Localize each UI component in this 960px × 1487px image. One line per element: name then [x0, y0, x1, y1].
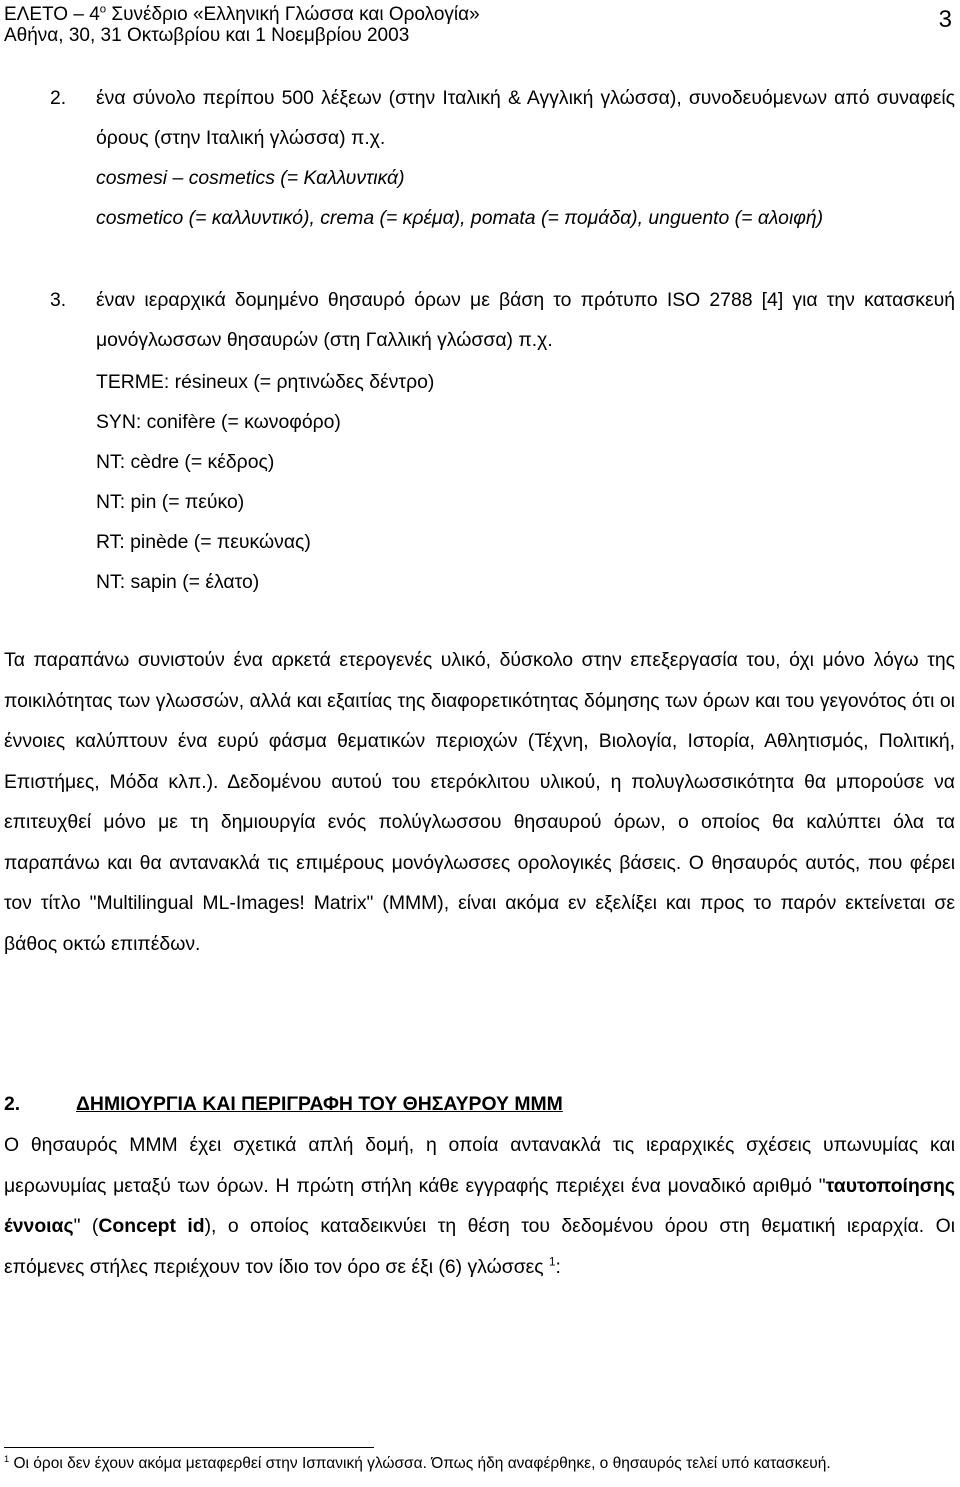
- section-title: ΔΗΜΙΟΥΡΓΙΑ ΚΑΙ ΠΕΡΙΓΡΑΦΗ ΤΟΥ ΘΗΣΑΥΡΟΥ ΜΜΜ: [76, 1093, 563, 1115]
- example-line-cosmetico: [96, 198, 955, 238]
- section-heading: [4, 1087, 563, 1121]
- thesaurus-example-rt: RT: pinède (= πευκώνας): [96, 531, 311, 553]
- thesaurus-example-term: TERME: résineux (= ρητινώδες δέντρο): [96, 371, 435, 393]
- example-translation: (= κρέμα),: [374, 207, 471, 229]
- example-translation: (= Καλλυντικά): [274, 167, 405, 189]
- paragraph-text: :: [555, 1255, 561, 1278]
- paragraph-text: Ο θησαυρός ΜΜΜ έχει σχετικά απλή δομή, η οποία αντανακλά τις ιεραρχικές σχέσεις υπωνυμίας και μερωνυμίας μεταξύ των όρων. Η πρώτη στήλη κάθε εγγραφής περιέχει ένα μοναδικό αριθμό ": [4, 1134, 955, 1197]
- header-conference-prefix: ΕΛΕΤΟ – 4: [4, 4, 100, 25]
- example-term: crema: [320, 207, 375, 229]
- header-ordinal: ο: [99, 3, 107, 16]
- running-header-line-2: Αθήνα, 30, 31 Οκτωβρίου και 1 Νοεμβρίου 2003: [4, 25, 410, 46]
- bold-term: ταυτοποίησης έννοιας: [4, 1174, 955, 1237]
- footnote: [4, 1455, 955, 1473]
- bold-term: Concept id: [98, 1215, 205, 1237]
- example-line-cosmesi: [96, 158, 955, 198]
- paragraph-text: ), ο οποίος καταδεικνύει τη θέση του δεδομένου όρου στη θεματική ιεραρχία. Οι επόμενες στήλες περιέχουν τον ίδιο τον όρο σε έξι (6) γλώσσες: [4, 1215, 956, 1278]
- example-term: cosmetics: [188, 167, 275, 189]
- list-item-number: 2.: [50, 87, 67, 109]
- example-dash: –: [167, 167, 189, 189]
- footnote-separator: [4, 1447, 374, 1448]
- thesaurus-example-nt: NT: sapin (= έλατο): [96, 571, 260, 593]
- list-item-text: ένα σύνολο περίπου 500 λέξεων (στην Ιταλική & Αγγλική γλώσσα), συνοδευόμενων από συναφείς όρους (στην Ιταλική γλώσσα) π.χ.: [96, 87, 955, 149]
- thesaurus-example-nt: NT: pin (= πεύκο): [96, 491, 245, 513]
- body-paragraph-1: Τα παραπάνω συνιστούν ένα αρκετά ετερογενές υλικό, δύσκολο στην επεξεργασία του, όχι μόνο λόγω της ποικιλότητας των γλωσσών, αλλά και εξαιτίας της διαφορετικότητας δόμησης των όρων και του γεγονότος ότι οι έννοιες καλύπτουν ένα ευρύ φάσμα θεματικών περιοχών (Τέχνη, Βιολογία, Ιστορία, Αθλητισμός, Πολιτική, Επιστήμες, Μόδα κλπ.). Δεδομένου αυτού του ετερόκλιτου υλικού, η πολυγλωσσικότητα θα μπορούσε να επιτευχθεί μόνο με τη δημιουργία ενός πολύγλωσσου θησαυρού όρων, ο οποίος θα καλύπτει όλα τα παραπάνω και θα αντανακλά τις επιμέρους μονόγλωσσες ορολογικές βάσεις. Ο θησαυρός αυτός, που φέρει τον τίτλο "Multilingual ML-Images! Matrix" (ΜΜΜ), είναι ακόμα εν εξελίξει και προς το παρόν εκτείνεται σε βάθος οκτώ επιπέδων.: [4, 649, 955, 955]
- running-header-line-1: [4, 4, 480, 26]
- thesaurus-example-nt: NT: cèdre (= κέδρος): [96, 451, 275, 473]
- paragraph-text: " (: [73, 1215, 99, 1237]
- footnote-text: Οι όροι δεν έχουν ακόμα μεταφερθεί στην Ισπανική γλώσσα. Όπως ήδη αναφέρθηκε, ο θησαυρός τελεί υπό κατασκευή.: [9, 1455, 831, 1472]
- example-translation: (= πομάδα),: [535, 207, 649, 229]
- example-term: unguento: [648, 207, 730, 229]
- list-item-2: [50, 78, 955, 158]
- thesaurus-example-syn: SYN: conifère (= κωνοφόρο): [96, 411, 341, 433]
- list-item-3: [50, 280, 955, 360]
- body-paragraph-2: [4, 1125, 955, 1287]
- list-item-text: έναν ιεραρχικά δομημένο θησαυρό όρων με βάση το πρότυπο ISO 2788 [4] για την κατασκευή μονόγλωσσων θησαυρών (στη Γαλλική γλώσσα) π.χ.: [96, 289, 955, 351]
- section-number: 2.: [4, 1093, 21, 1115]
- example-translation: (= αλοιφή): [729, 207, 824, 229]
- example-term: cosmesi: [96, 167, 168, 189]
- example-term: pomata: [470, 207, 536, 229]
- example-term: cosmetico: [96, 207, 184, 229]
- footnote-marker: 1: [4, 1453, 10, 1464]
- page-number: 3: [938, 6, 952, 33]
- list-item-number: 3.: [50, 289, 67, 311]
- header-conference-title: Συνέδριο «Ελληνική Γλώσσα και Ορολογία»: [106, 4, 480, 25]
- example-translation: (= καλλυντικό),: [183, 207, 321, 229]
- footnote-reference[interactable]: 1: [549, 1255, 556, 1269]
